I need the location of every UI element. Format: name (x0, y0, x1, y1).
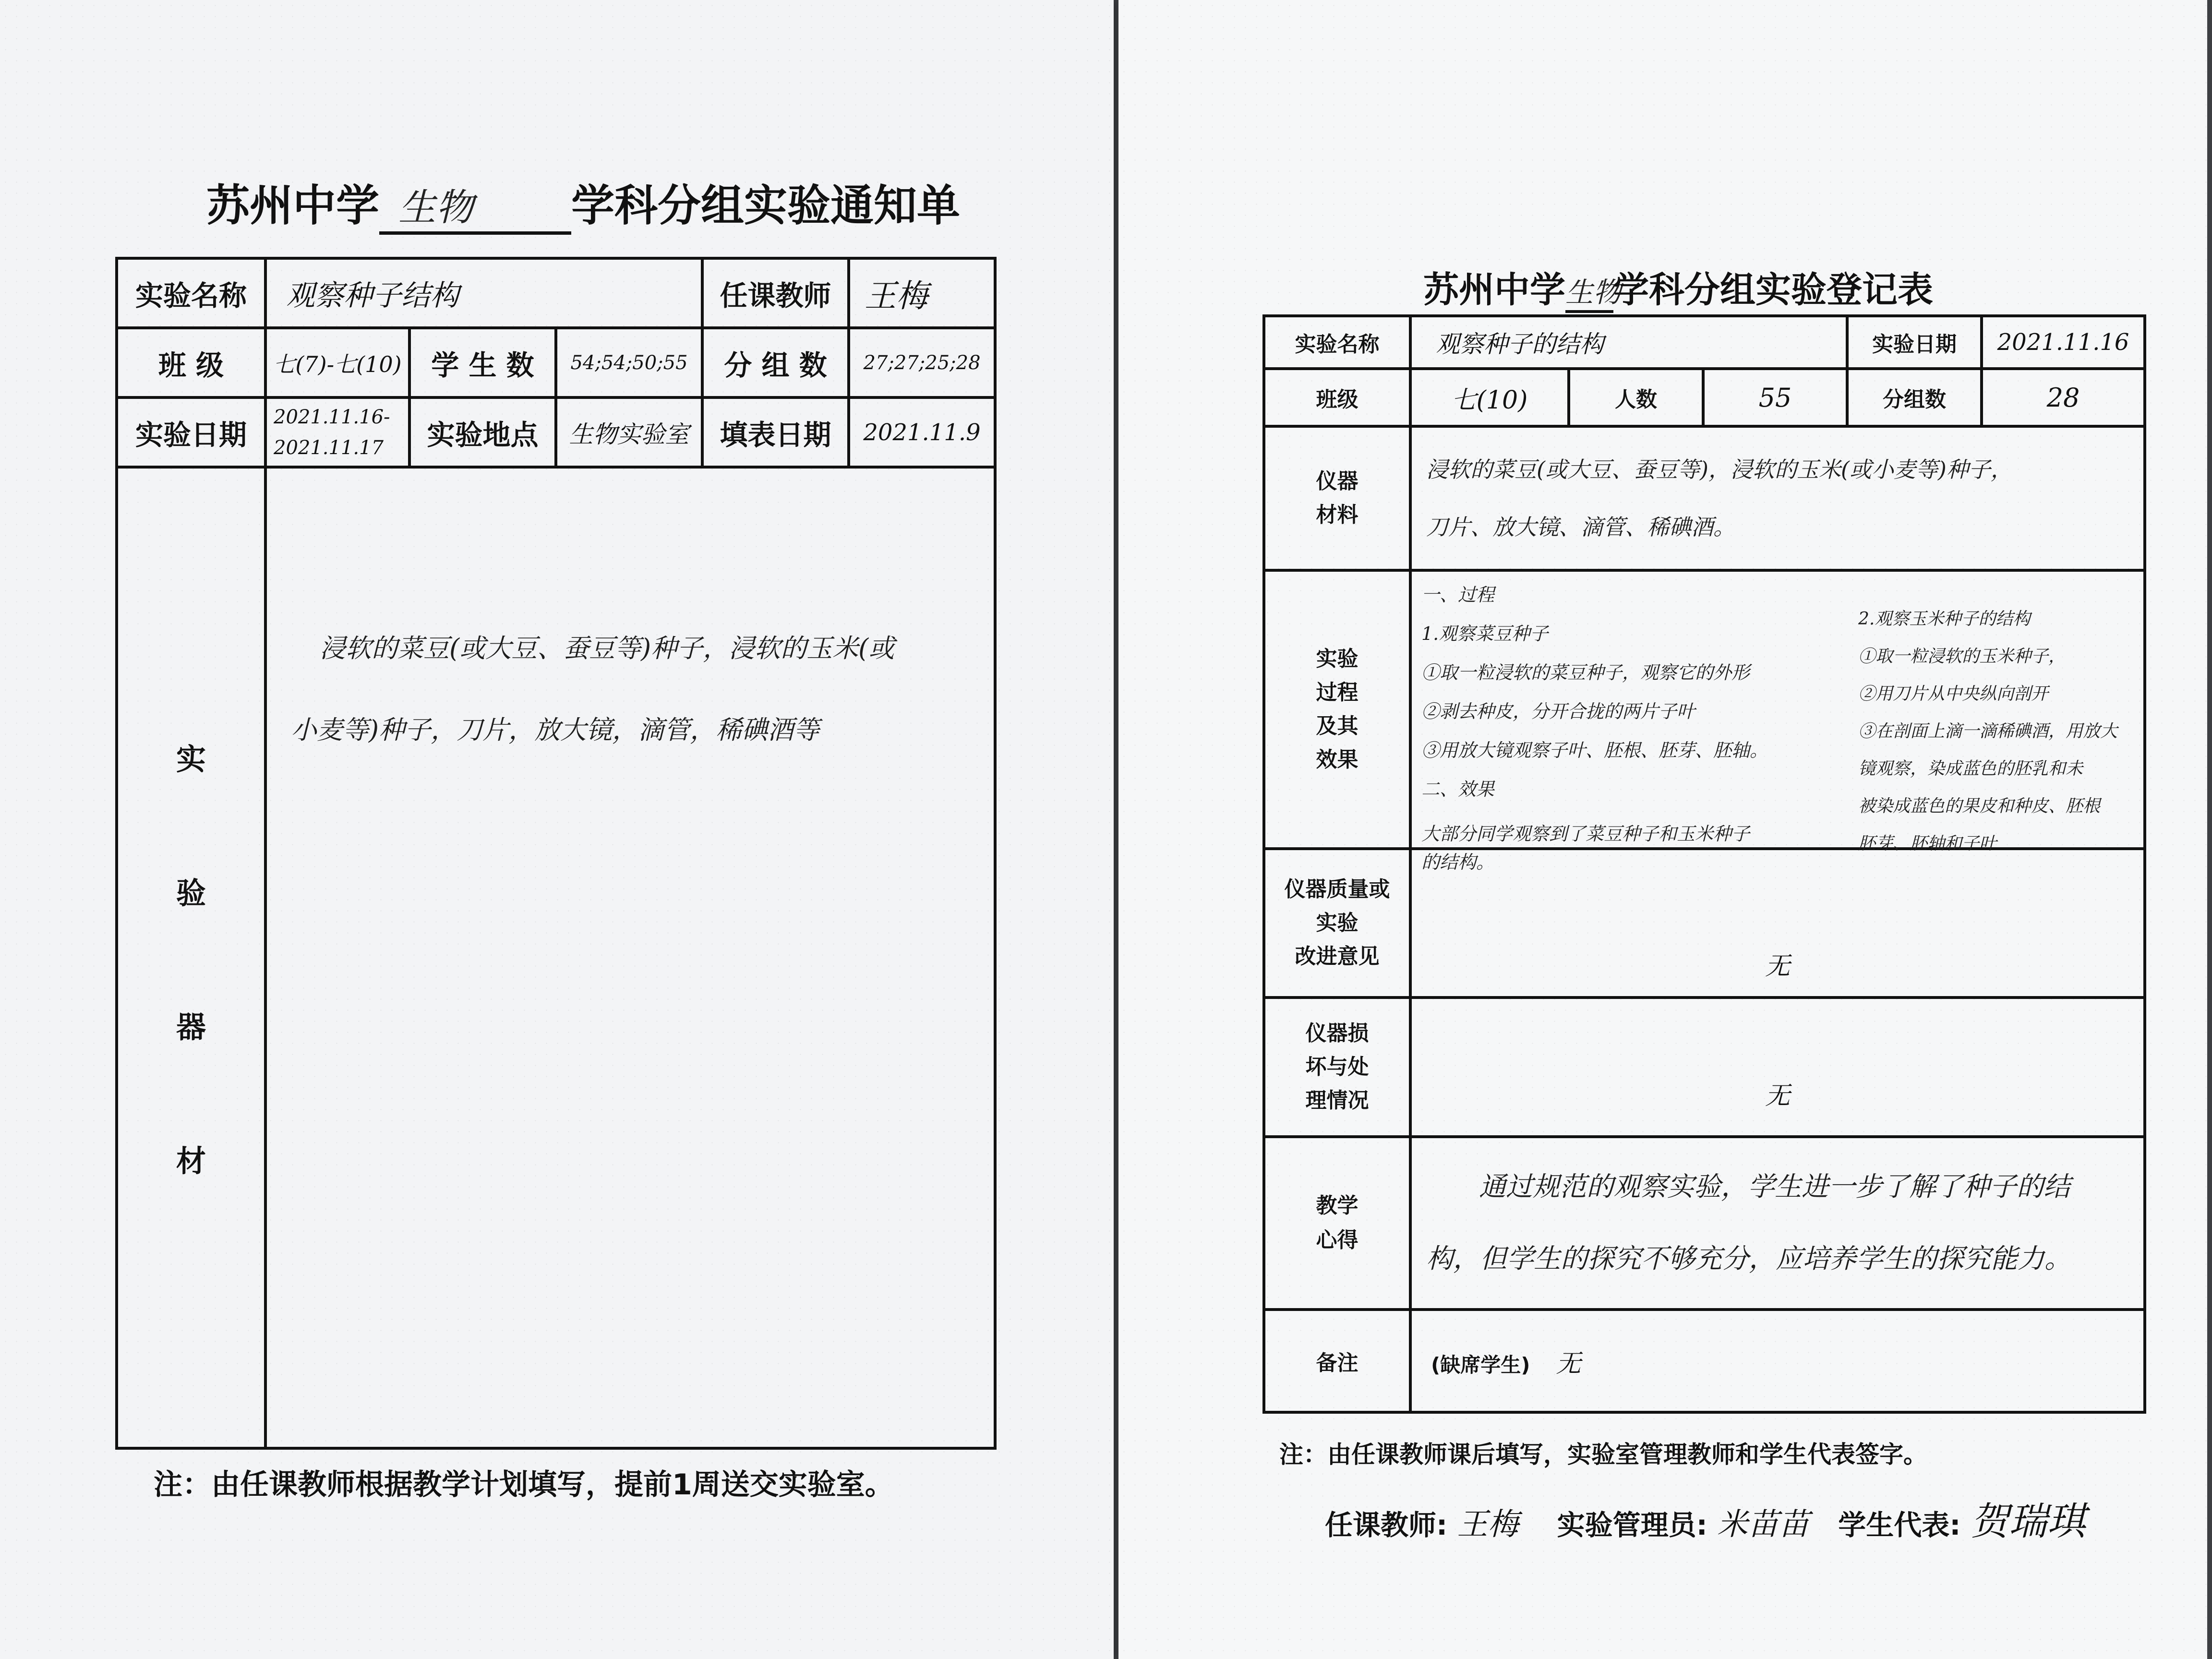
label-class: 班级 (1264, 369, 1410, 426)
student-signature-label: 学生代表: (1838, 1509, 1961, 1541)
process-line: 二、效果 (1421, 779, 1495, 800)
label-instruments: 仪器 材料 (1264, 426, 1410, 570)
register-form-table (1262, 314, 2146, 1414)
signature-row (1325, 1491, 2086, 1546)
effect-line-2: 的结构。 (1421, 852, 1495, 873)
register-form-title (1423, 262, 1933, 313)
process-line: ①取一粒浸软的玉米种子， (1858, 647, 2066, 666)
value-people: 55 (1703, 369, 1847, 426)
value-fill-date: 2021.11.9 (849, 397, 995, 467)
value-materials (265, 467, 995, 1448)
process-line: ③用放大镜观察子叶、胚根、胚芽、胚轴。 (1421, 740, 1768, 761)
value-group-count: 28 (1982, 369, 2145, 426)
process-line: ②用刀片从中央纵向剖开 (1858, 684, 2049, 704)
value-group-count: 27;27;25;28 (849, 328, 995, 397)
process-line: 被染成蓝色的果皮和种皮、胚根 (1858, 796, 2101, 816)
value-instruments (1410, 426, 2145, 570)
experiment-date-end: 2021.11.17 (274, 436, 384, 459)
label-damage: 仪器损 坏与处 理情况 (1264, 998, 1410, 1137)
process-line: ①取一粒浸软的菜豆种子，观察它的外形 (1421, 662, 1750, 683)
process-right-column (1858, 601, 2117, 863)
value-reflection (1410, 1137, 2145, 1310)
effect-line-1: 大部分同学观察到了菜豆种子和玉米种子 (1421, 823, 1750, 844)
reflection-line-2: 构，但学生的探究不够充分，应培养学生的探究能力。 (1426, 1243, 2071, 1274)
experiment-date-start: 2021.11.16- (274, 406, 390, 428)
absent-students-value: 无 (1556, 1349, 1581, 1378)
process-line: ②剥去种皮，分开合拢的两片子叶 (1421, 701, 1695, 722)
label-experiment-date: 实验日期 (1847, 316, 1982, 369)
label-process: 实验 过程 及其 效果 (1264, 570, 1410, 849)
notice-form-note: 注：由任课教师根据教学计划填写，提前1周送交实验室。 (154, 1468, 894, 1502)
label-location: 实验地点 (409, 397, 556, 467)
label-materials (117, 467, 265, 1448)
value-experiment-name: 观察种子的结构 (1410, 316, 1847, 369)
value-class: 七(7)-七(10) (265, 328, 409, 397)
value-process (1410, 570, 2145, 873)
teacher-signature: 王梅 (1457, 1507, 1519, 1542)
process-line: 镜观察，染成蓝色的胚乳和未 (1858, 759, 2083, 779)
value-class: 七(10) (1410, 369, 1569, 426)
title-subject-blank: 生物 (1565, 270, 1613, 313)
process-line: 胚芽、胚轴和子叶 (1858, 834, 1997, 854)
teacher-signature-label: 任课教师: (1325, 1509, 1448, 1541)
materials-char-4: 材 (176, 1143, 206, 1178)
materials-line-1: 浸软的菜豆(或大豆、蚕豆等)种子，浸软的玉米(或 (320, 633, 895, 663)
process-line: 1.观察菜豆种子 (1421, 623, 1549, 644)
label-experiment-name: 实验名称 (1264, 316, 1410, 369)
process-line: ③在剖面上滴一滴稀碘酒，用放大 (1858, 721, 2118, 741)
student-signature: 贺瑞琪 (1970, 1499, 2086, 1544)
absent-students-label: (缺席学生) (1431, 1353, 1530, 1377)
title-prefix: 苏州中学 (206, 180, 379, 231)
value-experiment-date: 2021.11.16 (1982, 316, 2145, 369)
register-form-note: 注：由任课教师课后填写，实验室管理教师和学生代表签字。 (1279, 1441, 1927, 1468)
label-experiment-date: 实验日期 (117, 397, 265, 467)
value-student-count: 54;54;50;55 (556, 328, 702, 397)
label-people: 人数 (1569, 369, 1703, 426)
label-student-count: 学 生 数 (409, 328, 556, 397)
value-teacher: 王梅 (849, 258, 995, 328)
reflection-line-1: 通过规范的观察实验，学生进一步了解了种子的结 (1479, 1171, 2070, 1202)
value-experiment-name: 观察种子结构 (265, 258, 702, 328)
process-line: 2.观察玉米种子的结构 (1858, 609, 2031, 629)
value-remarks (1410, 1310, 2145, 1412)
label-teacher: 任课教师 (702, 258, 849, 328)
admin-signature-label: 实验管理员: (1557, 1509, 1707, 1541)
materials-char-2: 验 (176, 876, 206, 911)
instruments-line-2: 刀片、放大镜、滴管、稀碘酒。 (1426, 514, 1735, 540)
value-damage: 无 (1410, 998, 2145, 1137)
value-location: 生物实验室 (556, 397, 702, 467)
value-quality: 无 (1410, 849, 2145, 998)
title-suffix: 学科分组实验通知单 (571, 180, 960, 231)
materials-char-3: 器 (176, 1010, 206, 1045)
title-suffix: 学科分组实验登记表 (1613, 269, 1933, 311)
label-fill-date: 填表日期 (702, 397, 849, 467)
label-class: 班 级 (117, 328, 265, 397)
process-line: 一、过程 (1421, 584, 1495, 605)
label-quality: 仪器质量或 实验 改进意见 (1264, 849, 1410, 998)
notice-form-table (115, 257, 997, 1450)
notice-form-title (206, 170, 960, 235)
materials-line-2: 小麦等)种子，刀片，放大镜，滴管，稀碘酒等 (291, 715, 820, 745)
instruments-line-1: 浸软的菜豆(或大豆、蚕豆等)，浸软的玉米(或小麦等)种子， (1426, 457, 2013, 482)
title-prefix: 苏州中学 (1423, 269, 1565, 311)
label-group-count: 分 组 数 (702, 328, 849, 397)
value-experiment-date (265, 397, 409, 467)
label-experiment-name: 实验名称 (117, 258, 265, 328)
label-reflection: 教学 心得 (1264, 1137, 1410, 1310)
label-remarks: 备注 (1264, 1310, 1410, 1412)
materials-char-1: 实 (176, 742, 206, 777)
label-group-count: 分组数 (1847, 369, 1982, 426)
process-left-column (1421, 576, 1768, 882)
admin-signature: 米苗苗 (1717, 1507, 1810, 1542)
register-form-sheet (1118, 0, 2207, 1659)
title-subject-blank: 生物 (379, 178, 571, 235)
